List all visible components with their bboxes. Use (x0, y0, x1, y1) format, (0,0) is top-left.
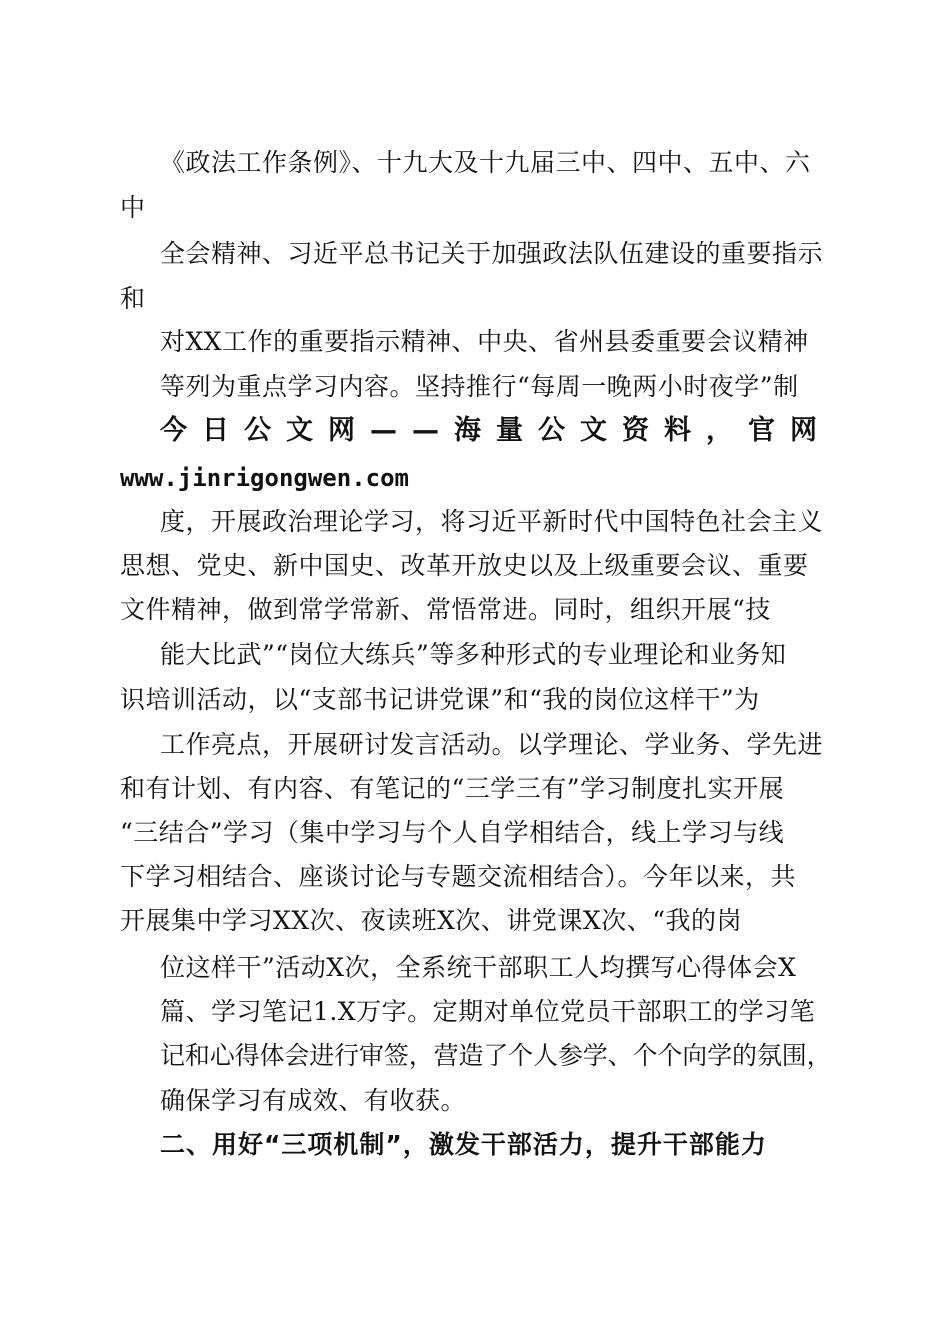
section-heading: 二、用好“三项机制”，激发干部活力，提升干部能力 (160, 1130, 767, 1159)
body-text-line: 位这样干”活动X次，全系统干部职工人均撰写心得体会X (160, 953, 797, 982)
body-text-line: 思想、党史、新中国史、改革开放史以及上级重要会议、重要 (120, 551, 809, 580)
watermark-url: www.jinrigongwen.com (120, 464, 409, 492)
body-text-line: 等列为重点学习内容。坚持推行“每周一晚两小时夜学”制 (160, 372, 799, 401)
body-text-line: 全会精神、习近平总书记关于加强政法队伍建设的重要指示 (160, 239, 824, 268)
body-text-line: 中 (120, 193, 146, 222)
body-text-line: 识培训活动，以“支部书记讲党课”和“我的岗位这样干”为 (120, 685, 760, 714)
body-text-line: 文件精神，做到常学常新、常悟常进。同时，组织开展“技 (120, 595, 771, 624)
body-text-line: 和有计划、有内容、有笔记的“三学三有”学习制度扎实开展 (120, 774, 785, 803)
body-text-line: 度，开展政治理论学习，将习近平新时代中国特色社会主义 (160, 507, 824, 536)
body-text-line: “三结合”学习（集中学习与个人自学相结合，线上学习与线 (120, 818, 785, 847)
body-text-line: 开展集中学习XX次、夜读班X次、讲党课X次、“我的岗 (120, 906, 742, 935)
body-text-line: 篇、学习笔记1.X万字。定期对单位党员干部职工的学习笔 (160, 997, 816, 1026)
body-text-line: 记和心得体会进行审签，营造了个人参学、个个向学的氛围， (160, 1041, 832, 1070)
body-text-line: 能大比武”“岗位大练兵”等多种形式的专业理论和业务知 (160, 640, 787, 669)
body-text-line: 《政法工作条例》、十九大及十九届三中、四中、五中、六 (160, 148, 811, 177)
watermark-banner: 今日公文网——海量公文资料，官网 (160, 415, 832, 446)
body-text-line: 确保学习有成效、有收获。 (160, 1086, 467, 1115)
body-text-line: 对XX工作的重要指示精神、中央、省州县委重要会议精神 (160, 327, 809, 356)
body-text-line: 下学习相结合、座谈讨论与专题交流相结合）。今年以来，共 (120, 862, 797, 891)
body-text-line: 和 (120, 284, 146, 313)
body-text-line: 工作亮点，开展研讨发言活动。以学理论、学业务、学先进 (160, 730, 824, 759)
